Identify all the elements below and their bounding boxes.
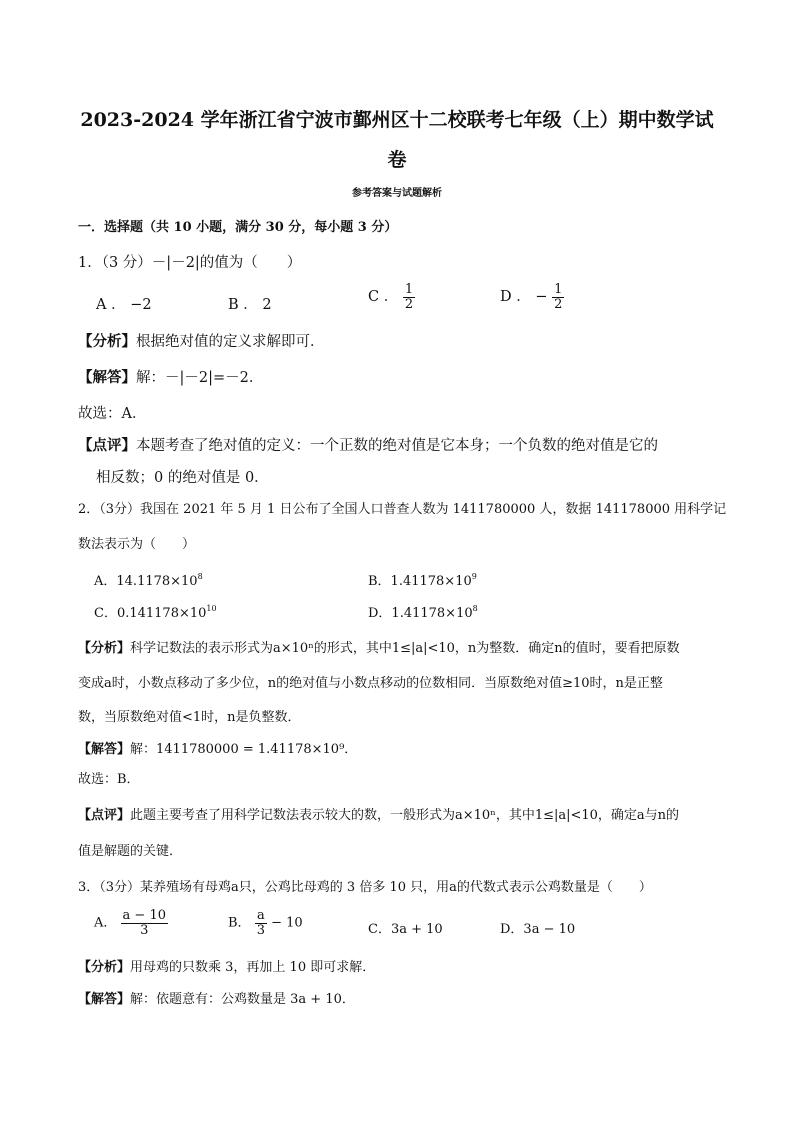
q1-analysis bbox=[78, 330, 325, 351]
fraction-denominator: 3 bbox=[256, 922, 265, 938]
q1-review-cont: 相反数；0 的绝对值是 0． bbox=[96, 470, 269, 486]
option-label: A． bbox=[94, 915, 117, 931]
q1-option-a: A ． −2 bbox=[96, 297, 152, 313]
q2-option-c bbox=[94, 602, 217, 621]
option-text: C．0.141178×10 bbox=[94, 606, 207, 621]
fraction-denominator: 2 bbox=[554, 296, 563, 312]
answer-tag: 【解答】 bbox=[78, 369, 136, 386]
q1-review bbox=[78, 434, 658, 455]
option-text: A．14.1178×10 bbox=[94, 574, 198, 589]
exponent: 10 bbox=[206, 604, 217, 613]
q1-option-b: B ． 2 bbox=[228, 297, 272, 313]
fraction-numerator: 1 bbox=[554, 282, 563, 297]
analysis-text: 用母鸡的只数乘 3，再加上 10 即可求解． bbox=[130, 960, 376, 975]
q2-stem-line-2: 数法表示为（ ） bbox=[78, 537, 196, 552]
q1-option-d bbox=[500, 283, 564, 311]
q3-option-c: C．3a + 10 bbox=[368, 922, 443, 937]
answer-text: 解：－|－2|=－2． bbox=[136, 370, 264, 386]
analysis-text: 根据绝对值的定义求解即可． bbox=[136, 334, 325, 350]
q2-stem-line-1: 2．（3分）我国在 2021 年 5 月 1 日公布了全国人口普查人数为 1411780000 人，数据 141178000 用科学记 bbox=[78, 502, 727, 517]
q1-option-c-label: C ． bbox=[368, 289, 399, 306]
fraction-denominator: 2 bbox=[404, 296, 414, 312]
section-heading: 一．选择题（共 10 小题，满分 30 分，每小题 3 分） bbox=[78, 220, 398, 235]
fraction-numerator: a − 10 bbox=[122, 908, 166, 923]
answer-text: 解：1411780000 = 1.41178×10⁹． bbox=[130, 742, 358, 757]
q2-analysis-line-3: 数，当原数绝对值<1时，n是负整数． bbox=[78, 710, 301, 725]
review-text: 本题考查了绝对值的定义：一个正数的绝对值是它本身；一个负数的绝对值是它的 bbox=[136, 438, 658, 454]
fraction-numerator: a bbox=[256, 908, 265, 923]
q2-review bbox=[78, 804, 679, 823]
q2-analysis-line-2: 变成a时，小数点移动了多少位，n的绝对值与小数点移动的位数相同．当原数绝对值≥10时，n是正整 bbox=[78, 676, 663, 691]
title-line-2: 卷 bbox=[387, 149, 407, 171]
option-suffix: − 10 bbox=[271, 915, 303, 931]
option-label: B． bbox=[228, 915, 251, 931]
answer-tag: 【解答】 bbox=[78, 992, 131, 1007]
fraction-denominator: 3 bbox=[140, 922, 149, 938]
exponent: 9 bbox=[471, 572, 477, 581]
title-line-1: 2023-2024 学年浙江省宁波市鄞州区十二校联考七年级（上）期中数学试 bbox=[80, 109, 714, 131]
review-text: 此题主要考查了用科学记数法表示较大的数，一般形式为a×10ⁿ，其中1≤|a|<10，确定a与n的 bbox=[130, 808, 680, 823]
q3-option-a-fraction bbox=[121, 909, 168, 937]
q1-option-c bbox=[368, 283, 415, 311]
q3-analysis bbox=[78, 956, 375, 975]
option-text: D．1.41178×10 bbox=[368, 606, 473, 621]
q2-answer bbox=[78, 738, 357, 757]
answer-text: 解：依题意有：公鸡数量是 3a + 10． bbox=[130, 992, 355, 1007]
option-text: B．1.41178×10 bbox=[368, 574, 472, 589]
analysis-tag: 【分析】 bbox=[78, 641, 131, 656]
analysis-tag: 【分析】 bbox=[78, 333, 136, 350]
q1-option-d-fraction bbox=[552, 283, 564, 311]
analysis-text: 科学记数法的表示形式为a×10ⁿ的形式，其中1≤|a|<10，n为整数．确定n的值时，要看把原数 bbox=[130, 641, 680, 656]
q3-option-b bbox=[228, 909, 303, 937]
q1-answer bbox=[78, 366, 263, 387]
q3-option-b-fraction bbox=[255, 909, 267, 937]
q3-option-d: D．3a − 10 bbox=[500, 922, 576, 937]
q1-option-d-label: D ． − bbox=[500, 289, 548, 306]
q3-stem: 3．（3分）某养殖场有母鸡a只，公鸡比母鸡的 3 倍多 10 只，用a的代数式表示公鸡数量是（ ） bbox=[78, 880, 652, 895]
q2-review-line-2: 值是解题的关键． bbox=[78, 844, 183, 859]
q1-option-c-fraction bbox=[403, 283, 415, 311]
q2-analysis bbox=[78, 637, 680, 656]
exponent: 8 bbox=[472, 604, 478, 613]
q3-option-a bbox=[94, 909, 168, 937]
document-title bbox=[70, 100, 724, 180]
q1-stem: 1．（3 分）－|－2|的值为（ ） bbox=[78, 255, 302, 271]
q2-option-d bbox=[368, 602, 478, 621]
subtitle: 参考答案与试题解析 bbox=[352, 188, 442, 199]
review-tag: 【点评】 bbox=[78, 437, 136, 454]
answer-tag: 【解答】 bbox=[78, 742, 131, 757]
review-tag: 【点评】 bbox=[78, 808, 131, 823]
q2-option-a bbox=[94, 570, 203, 589]
fraction-numerator: 1 bbox=[404, 282, 414, 297]
q3-answer bbox=[78, 988, 355, 1007]
q1-choice: 故选：A． bbox=[78, 406, 147, 422]
q2-option-b bbox=[368, 570, 477, 589]
analysis-tag: 【分析】 bbox=[78, 960, 131, 975]
exponent: 8 bbox=[197, 572, 203, 581]
q2-choice: 故选：B． bbox=[78, 772, 140, 787]
